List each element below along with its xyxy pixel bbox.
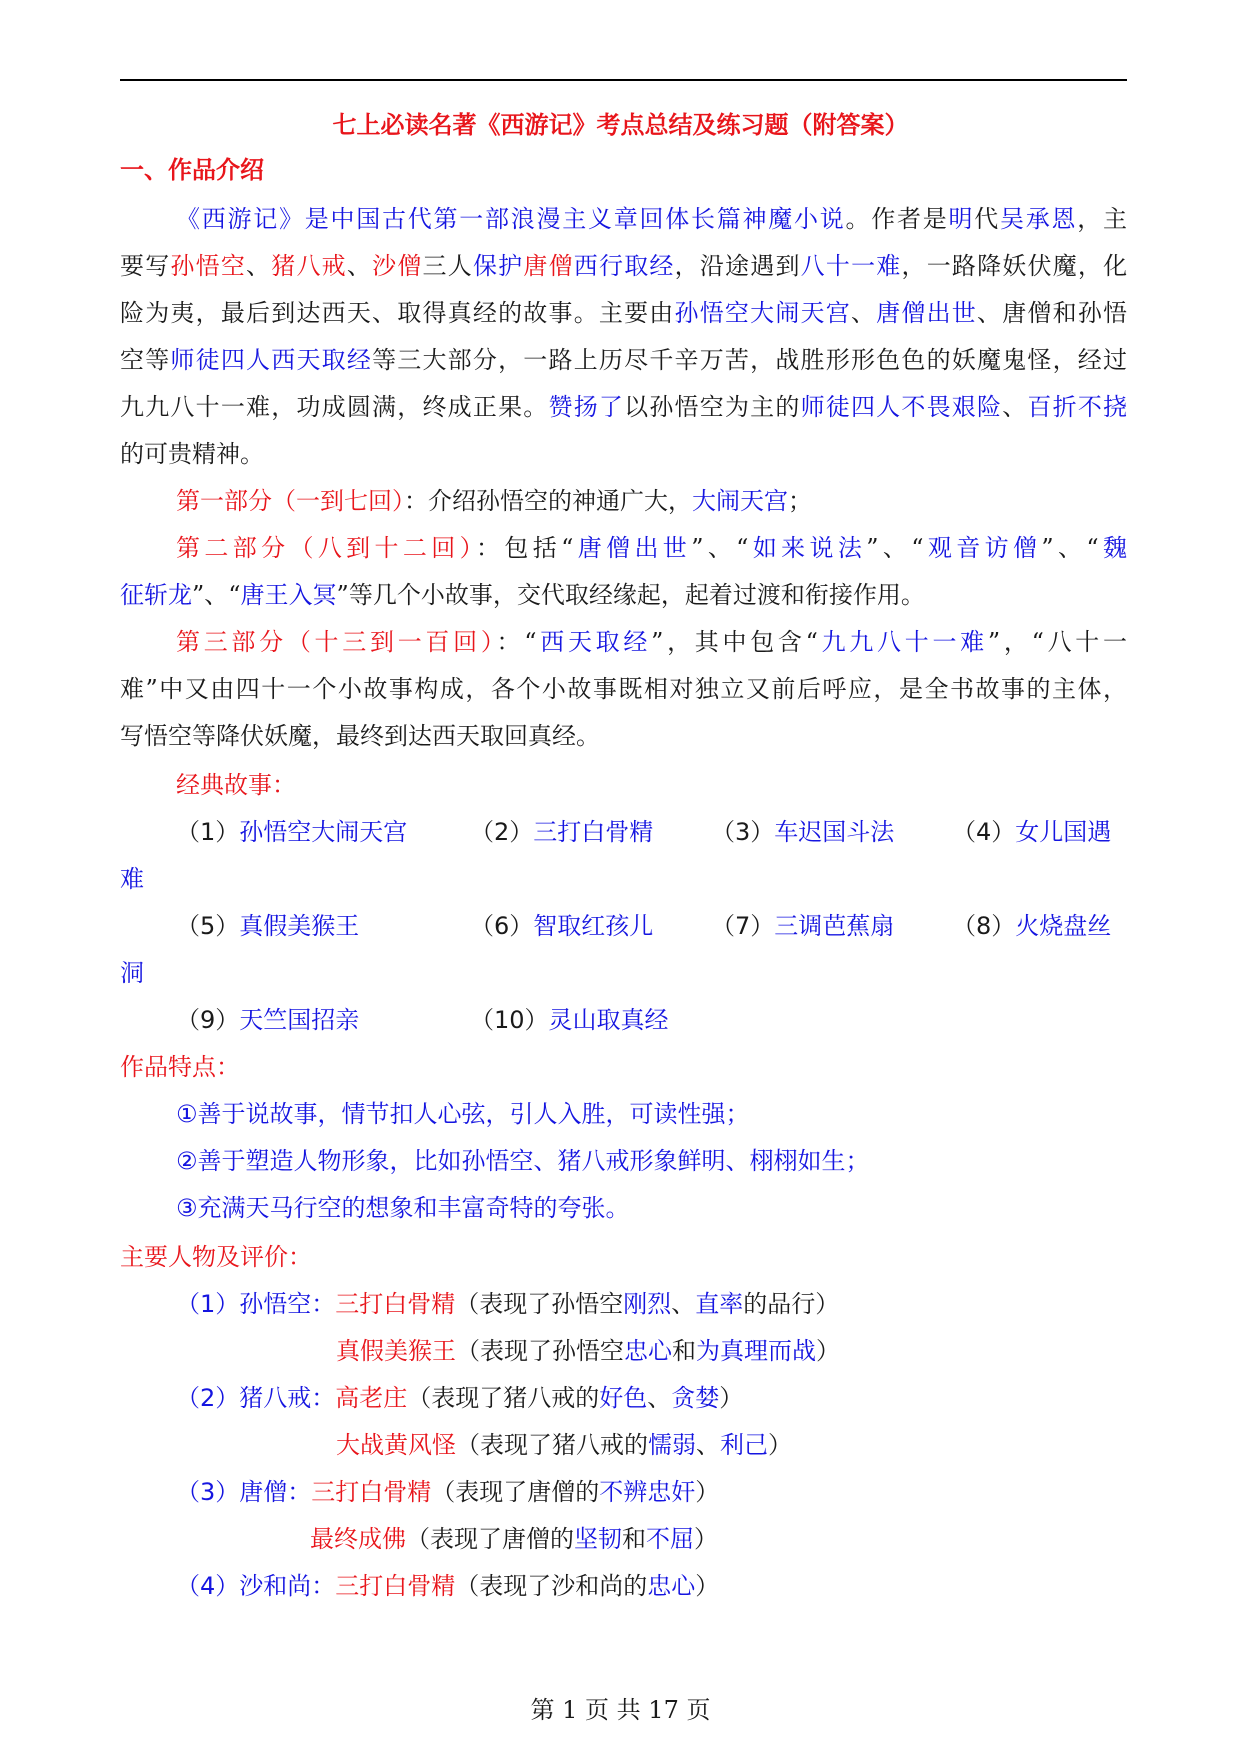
- highlight-red-text: 三打白骨精: [335, 1572, 456, 1600]
- body-text: （表现了猪八戒的: [407, 1384, 600, 1412]
- highlight-blue-text: 忠心: [624, 1337, 672, 1365]
- highlight-red-text: 沙僧: [372, 252, 423, 280]
- feature-item: ③充满天马行空的想象和丰富奇特的夸张。: [176, 1194, 630, 1222]
- character-line: [176, 1380, 1127, 1416]
- body-text: 以孙悟空为主的: [624, 393, 801, 421]
- character-line: [176, 1474, 1127, 1510]
- character-line: [176, 1568, 1127, 1604]
- body-text: 的品行）: [743, 1290, 840, 1318]
- body-text: 、: [647, 1384, 672, 1412]
- body-text: （表现了猪八戒的: [456, 1431, 648, 1459]
- body-text: 险为夷，最后到达西天、取得真经的故事。主要由: [120, 299, 675, 327]
- section-heading-intro: 一、作品介绍: [120, 156, 264, 184]
- body-text: ）: [695, 1478, 720, 1506]
- highlight-red-text: 三打白骨精: [335, 1290, 456, 1318]
- story-item: （9）天竺国招亲: [176, 1006, 360, 1034]
- part-three-line: [120, 671, 1127, 707]
- body-text: （表现了唐僧的: [406, 1525, 574, 1553]
- highlight-blue-text: 如来说法: [748, 534, 867, 562]
- highlight-blue-text: 忠心: [647, 1572, 696, 1600]
- highlight-blue-text: 利己: [720, 1431, 768, 1459]
- body-text: ；: [788, 487, 812, 515]
- body-text: （表现了沙和尚的: [455, 1572, 648, 1600]
- characters-heading: 主要人物及评价：: [120, 1243, 312, 1271]
- highlight-blue-text: 保护: [472, 252, 524, 280]
- highlight-blue-text: 唐王入冥: [240, 581, 337, 609]
- body-text: ，主: [1077, 205, 1127, 233]
- highlight-red-text: 大战黄风怪: [336, 1431, 456, 1459]
- story-item: （3）车迟国斗法: [711, 818, 895, 846]
- document-title: 七上必读名著《西游记》考点总结及练习题（附答案）: [332, 111, 909, 139]
- intro-line: [120, 342, 1127, 378]
- highlight-blue-text: 赞扬了: [548, 393, 625, 421]
- story-item: （1）孙悟空大闹天宫: [176, 818, 408, 846]
- part-three-line: [176, 624, 1127, 660]
- body-text: （表现了孙悟空: [456, 1337, 624, 1365]
- highlight-blue-text: 九九八十一难: [817, 628, 988, 656]
- body-text: 、: [346, 252, 373, 280]
- highlight-blue-text: 明: [948, 205, 975, 233]
- highlight-blue-text: 西行取经: [573, 252, 675, 280]
- highlight-blue-text: （4）沙和尚：: [176, 1572, 336, 1600]
- character-line: [336, 1427, 1127, 1463]
- highlight-red-text: 第一部分（一到七回）: [176, 487, 404, 515]
- story-item: （4）女儿国遇: [952, 818, 1112, 846]
- highlight-blue-text: 观音访僧: [923, 534, 1042, 562]
- header-rule: [120, 79, 1127, 81]
- highlight-blue-text: （1）孙悟空：: [176, 1290, 336, 1318]
- story-item: （5）真假美猴王: [176, 912, 360, 940]
- highlight-red-text: 第三部分（十三到一百回）: [176, 628, 497, 656]
- story-item-continued: 洞: [120, 959, 144, 987]
- story-item: （2）三打白骨精: [470, 818, 654, 846]
- intro-line: [120, 295, 1127, 331]
- highlight-red-text: 三打白骨精: [311, 1478, 432, 1506]
- body-text: ”、“: [691, 534, 749, 562]
- body-text: 写悟空等降伏妖魔，最终到达西天取回真经。: [120, 722, 600, 750]
- story-item: （6）智取红孩儿: [470, 912, 654, 940]
- intro-line: [120, 389, 1127, 425]
- body-text: ：包括“: [476, 534, 574, 562]
- body-text: ”，“八十一: [987, 628, 1127, 656]
- highlight-blue-text: （2）猪八戒：: [176, 1384, 336, 1412]
- body-text: ”、“: [192, 581, 241, 609]
- body-text: （表现了唐僧的: [431, 1478, 600, 1506]
- body-text: 和: [672, 1337, 696, 1365]
- highlight-red-text: 孙悟空: [170, 252, 247, 280]
- body-text: 三人: [422, 252, 473, 280]
- highlight-blue-text: 师徒四人西天取经: [170, 346, 373, 374]
- feature-item: ②善于塑造人物形象，比如孙悟空、猪八戒形象鲜明、栩栩如生；: [176, 1147, 870, 1175]
- classic-stories-heading: 经典故事：: [176, 771, 296, 799]
- intro-line: [120, 436, 1127, 472]
- highlight-blue-text: 唐僧出世: [573, 534, 692, 562]
- highlight-blue-text: 为真理而战: [696, 1337, 816, 1365]
- body-text: 、: [671, 1290, 696, 1318]
- body-text: 空等: [120, 346, 171, 374]
- body-text: 、: [1002, 393, 1028, 421]
- intro-line: [120, 248, 1127, 284]
- highlight-blue-text: （3）唐僧：: [176, 1478, 312, 1506]
- body-text: 难”中又由四十一个小故事构成，各个小故事既相对独立又前后呼应，是全书故事的主体，: [120, 675, 1127, 703]
- highlight-blue-text: 吴承恩: [1000, 205, 1078, 233]
- highlight-blue-text: 贪婪: [671, 1384, 720, 1412]
- body-text: 、: [696, 1431, 720, 1459]
- highlight-blue-text: 好色: [599, 1384, 648, 1412]
- highlight-blue-text: 大闹天宫: [692, 487, 788, 515]
- body-text: ”、“: [866, 534, 924, 562]
- story-item: （7）三调芭蕉扇: [711, 912, 895, 940]
- highlight-blue-text: 西天取经: [536, 628, 652, 656]
- highlight-blue-text: 唐僧出世: [876, 299, 977, 327]
- body-text: ：“: [496, 628, 537, 656]
- highlight-blue-text: 不辨忠奸: [599, 1478, 696, 1506]
- body-text: ”等几个小故事，交代取经缘起，起着过渡和衔接作用。: [336, 581, 925, 609]
- highlight-red-text: 最终成佛: [310, 1525, 406, 1553]
- body-text: ”、“: [1041, 534, 1099, 562]
- highlight-red-text: 高老庄: [335, 1384, 408, 1412]
- highlight-blue-text: 八十一难: [800, 252, 902, 280]
- character-line: [176, 1286, 1127, 1322]
- highlight-blue-text: 百折不挠: [1027, 393, 1128, 421]
- highlight-red-text: 唐僧: [523, 252, 574, 280]
- body-text: 等三大部分，一路上历尽千辛万苦，战胜形形色色的妖魔鬼怪，经过: [372, 346, 1128, 374]
- body-text: 、唐僧和孙悟: [977, 299, 1128, 327]
- highlight-blue-text: 孙悟空大闹天宫: [674, 299, 851, 327]
- body-text: ）: [694, 1525, 718, 1553]
- feature-item: ①善于说故事，情节扣人心弦，引人入胜，可读性强；: [176, 1100, 750, 1128]
- body-text: ）: [768, 1431, 792, 1459]
- body-text: ）: [719, 1384, 744, 1412]
- highlight-blue-text: 不屈: [646, 1525, 694, 1553]
- body-text: 、: [850, 299, 877, 327]
- character-line: [310, 1521, 1127, 1557]
- highlight-blue-text: 魏: [1098, 534, 1128, 562]
- intro-line: [176, 201, 1127, 237]
- body-text: 、: [246, 252, 272, 280]
- body-text: ”，其中包含“: [651, 628, 818, 656]
- body-text: ，一路降妖伏魔，化: [901, 252, 1128, 280]
- part-three-line: [120, 718, 1127, 754]
- story-item: （8）火烧盘丝: [952, 912, 1112, 940]
- body-text: 代: [974, 205, 1000, 233]
- highlight-blue-text: 懦弱: [648, 1431, 696, 1459]
- highlight-blue-text: 《西游记》是中国古代第一部浪漫主义章回体长篇神魔小说: [176, 205, 846, 233]
- part-one-line: [176, 483, 1127, 519]
- story-item-continued: 难: [120, 865, 144, 893]
- highlight-red-text: 第二部分（八到十二回）: [176, 534, 476, 562]
- body-text: 要写: [120, 252, 171, 280]
- body-text: ）: [695, 1572, 720, 1600]
- highlight-blue-text: 师徒四人不畏艰险: [800, 393, 1003, 421]
- highlight-blue-text: 直率: [695, 1290, 744, 1318]
- part-two-line: [120, 577, 1127, 613]
- page-footer: 第 1 页 共 17 页: [530, 1696, 711, 1724]
- highlight-blue-text: 征斩龙: [120, 581, 192, 609]
- highlight-red-text: 真假美猴王: [336, 1337, 456, 1365]
- features-heading: 作品特点：: [120, 1053, 240, 1081]
- body-text: ，沿途遇到: [674, 252, 801, 280]
- character-line: [336, 1333, 1127, 1369]
- body-text: 和: [622, 1525, 646, 1553]
- body-text: 的可贵精神。: [120, 440, 264, 468]
- body-text: 九九八十一难，功成圆满，终成正果。: [120, 393, 549, 421]
- body-text: 。作者是: [845, 205, 949, 233]
- body-text: ：介绍孙悟空的神通广大，: [404, 487, 692, 515]
- body-text: ）: [816, 1337, 840, 1365]
- part-two-line: [176, 530, 1127, 566]
- story-item: （10）灵山取真经: [470, 1006, 669, 1034]
- highlight-blue-text: 坚韧: [574, 1525, 622, 1553]
- highlight-red-text: 猪八戒: [271, 252, 347, 280]
- highlight-blue-text: 刚烈: [623, 1290, 672, 1318]
- body-text: （表现了孙悟空: [455, 1290, 624, 1318]
